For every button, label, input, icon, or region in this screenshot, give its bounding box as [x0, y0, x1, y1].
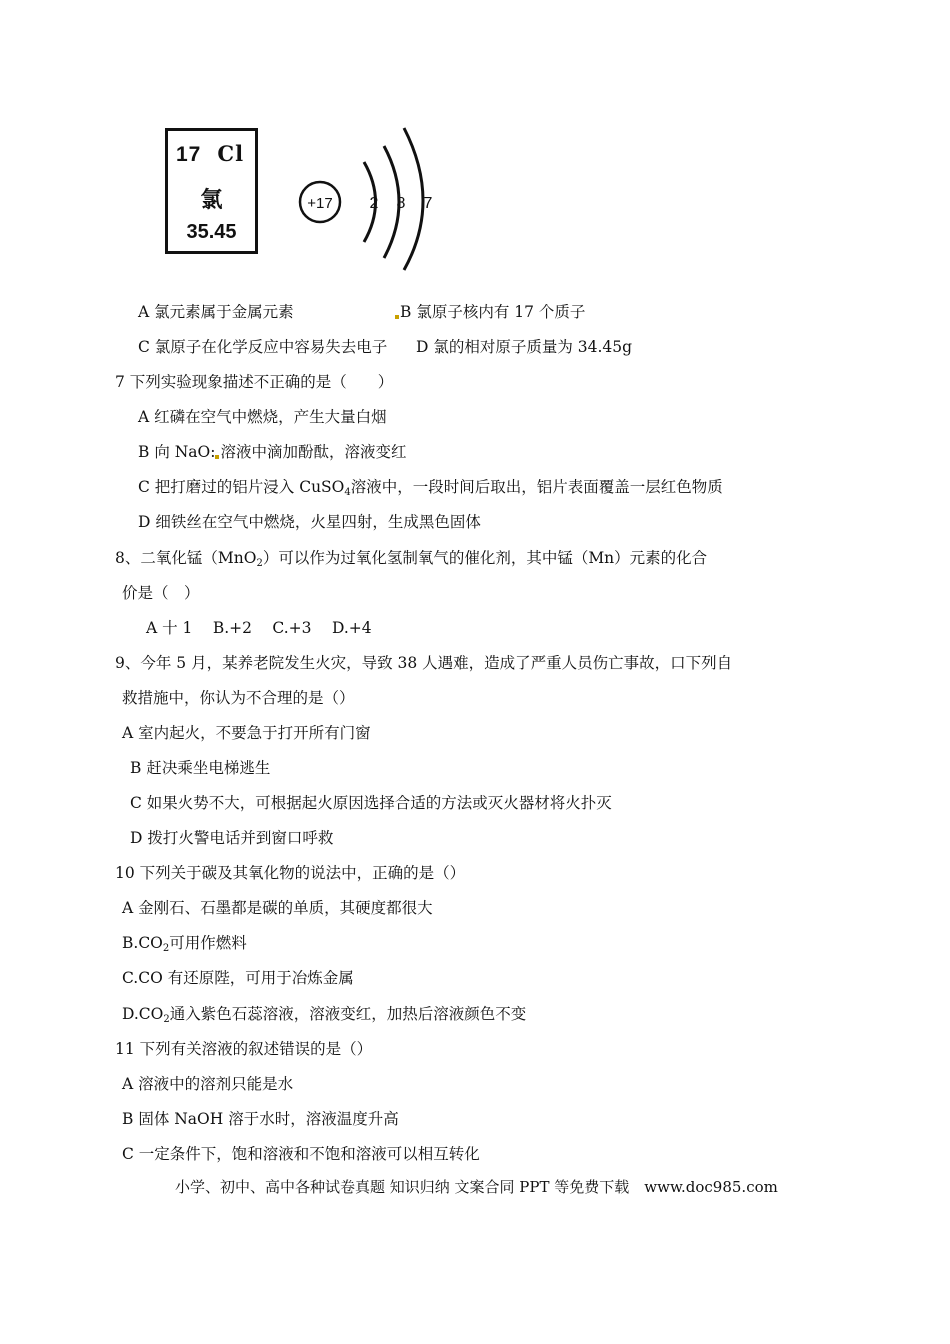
q10-option-d-sub: 2	[163, 1014, 170, 1025]
q10-option-b-post: 可用作燃料	[169, 934, 247, 952]
q8-stem-post: ）可以作为过氧化氢制氧气的催化剂，其中锰（Mn）元素的化合	[262, 549, 708, 567]
q6-option-a: A 氯元素属于金属元素	[138, 303, 294, 321]
shell-electrons-3: 7	[423, 195, 433, 212]
q9-stem-line1: 9、今年 5 月，某养老院发生火灾，导致 38 人遇难，造成了严重人员伤亡事故，口下列自	[115, 654, 733, 672]
q10-option-b-sub: 2	[162, 943, 170, 954]
q9-stem-line2: 救措施中，你认为不合理的是（）	[122, 689, 355, 707]
q6-option-b: B 氯原子核内有 17 个质子	[400, 303, 586, 321]
shell-electrons-2: 8	[396, 195, 406, 212]
q7-option-b-post: 溶液中滴加酚酞，溶液变红	[220, 443, 407, 461]
stray-mark	[215, 455, 219, 459]
q6-option-c: C 氯原子在化学反应中容易失去电子	[138, 338, 388, 356]
atomic-number: 17	[176, 143, 202, 166]
q8-stem-pre: 8、二氧化锰（MnO	[115, 549, 257, 567]
q6-option-d: D 氯的相对原子质量为 34.45g	[416, 338, 633, 356]
q10-option-c: C.CO 有还原陛，可用于冶炼金属	[122, 969, 354, 987]
q9-option-d: D 拨打火警电话并到窗口呼救	[130, 829, 334, 847]
element-cell-chlorine	[165, 128, 258, 254]
q9-option-c: C 如果火势不大，可根据起火原因选择合适的方法或灭火器材将火扑灭	[130, 794, 612, 812]
q7-option-c-pre: C 把打磨过的铝片浸入 CuSO	[138, 478, 345, 496]
q11-option-a: A 溶液中的溶剂只能是水	[122, 1075, 294, 1093]
element-name: 氯	[200, 188, 223, 213]
q8-stem-sub: 2	[256, 558, 263, 569]
q7-option-d: D 细铁丝在空气中燃烧，火星四射，生成黑色固体	[138, 513, 481, 531]
q8-stem-line1	[115, 547, 707, 575]
shell-electrons-1: 2	[369, 195, 379, 212]
q11-stem: 11 下列有关溶液的叙述错误的是（）	[115, 1040, 373, 1058]
q10-option-d-post: 通入紫色石蕊溶液，溶液变红，加热后溶液颜色不变	[169, 1005, 527, 1023]
page-footer: 小学、初中、高中各种试卷真题 知识归纳 文案合同 PPT 等免费下载 www.doc985.com	[175, 1178, 778, 1196]
q10-option-a: A 金刚石、石墨都是碳的单质，其硬度都很大	[122, 899, 433, 917]
element-symbol: Cl	[217, 141, 245, 166]
electron-shell-3	[404, 128, 423, 270]
q10-stem: 10 下列关于碳及其氧化物的说法中，正确的是（）	[115, 864, 466, 882]
q10-option-b	[122, 932, 247, 960]
q11-option-c: C 一定条件下，饱和溶液和不饱和溶液可以相互转化	[122, 1145, 480, 1163]
q10-option-b-pre: B.CO	[122, 934, 163, 952]
q6-option-b-row	[395, 301, 585, 323]
q7-option-c	[138, 476, 723, 504]
q9-option-b: B 赶决乘坐电梯逃生	[130, 759, 271, 777]
q7-stem: 7 下列实验现象描述不正确的是（ ）	[115, 373, 394, 391]
q8-options: A 十 1 B.+2 C.+3 D.+4	[146, 619, 372, 637]
q10-option-d	[122, 1003, 526, 1031]
q10-option-d-pre: D.CO	[122, 1005, 164, 1023]
q8-stem-line2: 价是（ ）	[122, 584, 200, 602]
q7-option-c-sub: 4	[344, 487, 351, 498]
q11-option-b: B 固体 NaOH 溶于水时，溶液温度升高	[122, 1110, 399, 1128]
q7-option-b-pre: B 向 NaO:	[138, 443, 216, 461]
q7-option-c-post: 溶液中，一段时间后取出，铝片表面覆盖一层红色物质	[350, 478, 723, 496]
q7-option-a: A 红磷在空气中燃烧，产生大量白烟	[138, 408, 387, 426]
q7-option-b	[138, 441, 407, 463]
nucleus-charge: +17	[307, 195, 333, 212]
atomic-mass: 35.45	[186, 221, 237, 243]
element-cell-header	[176, 141, 244, 167]
stray-mark	[395, 315, 399, 319]
atom-structure-diagram	[292, 120, 442, 280]
q9-option-a: A 室内起火，不要急于打开所有门窗	[122, 724, 371, 742]
